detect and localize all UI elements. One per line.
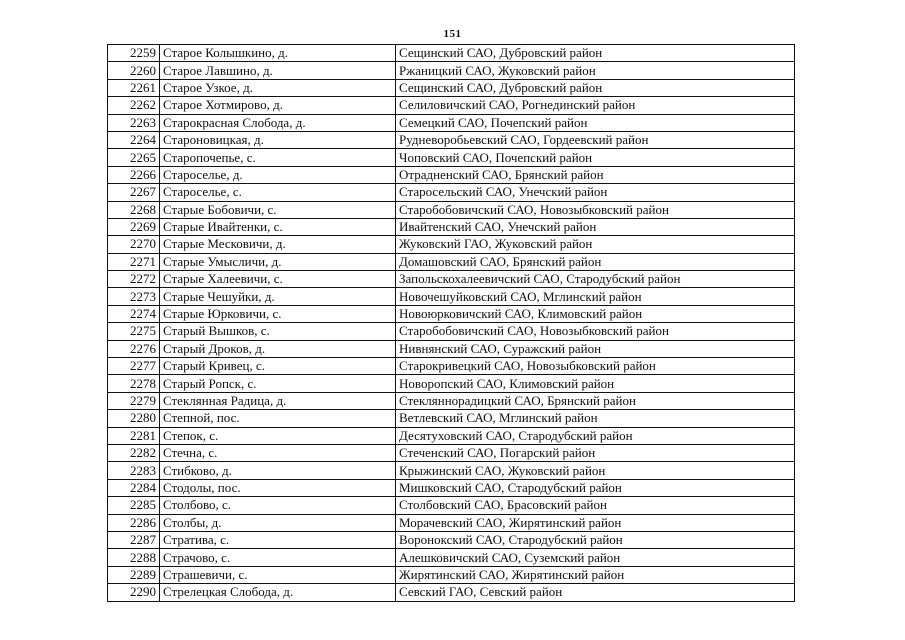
table-row [108,584,795,601]
row-number: 2282 [108,444,160,461]
row-number: 2273 [108,288,160,305]
settlement-name: Старое Хотмирово, д. [160,97,396,114]
table-row [108,114,795,131]
settlement-name: Старые Месковичи, д. [160,236,396,253]
administrative-area: Десятуховский САО, Стародубский район [396,427,795,444]
row-number: 2272 [108,271,160,288]
administrative-area: Алешковичский САО, Суземский район [396,549,795,566]
settlements-table [107,44,795,602]
row-number: 2288 [108,549,160,566]
administrative-area: Стеченский САО, Погарский район [396,444,795,461]
administrative-area: Сещинский САО, Дубровский район [396,45,795,62]
table-row [108,566,795,583]
table-row [108,462,795,479]
administrative-area: Нивнянский САО, Суражский район [396,340,795,357]
row-number: 2270 [108,236,160,253]
settlements-table-body [108,45,795,602]
row-number: 2274 [108,305,160,322]
table-row [108,410,795,427]
settlement-name: Староселье, с. [160,184,396,201]
table-row [108,305,795,322]
settlement-name: Старые Халеевичи, с. [160,271,396,288]
administrative-area: Новочешуйковский САО, Мглинский район [396,288,795,305]
settlement-name: Стратива, с. [160,531,396,548]
table-row [108,531,795,548]
administrative-area: Рудневоробьевский САО, Гордеевский район [396,131,795,148]
settlement-name: Старый Дроков, д. [160,340,396,357]
table-row [108,427,795,444]
row-number: 2265 [108,149,160,166]
row-number: 2287 [108,531,160,548]
settlement-name: Стодолы, пос. [160,479,396,496]
row-number: 2275 [108,323,160,340]
settlement-name: Стибково, д. [160,462,396,479]
row-number: 2279 [108,392,160,409]
table-row [108,288,795,305]
administrative-area: Крыжинский САО, Жуковский район [396,462,795,479]
row-number: 2264 [108,131,160,148]
administrative-area: Жуковский ГАО, Жуковский район [396,236,795,253]
row-number: 2269 [108,218,160,235]
settlement-name: Старый Кривец, с. [160,358,396,375]
table-row [108,340,795,357]
settlement-name: Старый Вышков, с. [160,323,396,340]
settlement-name: Старое Лавшино, д. [160,62,396,79]
settlement-name: Старые Юрковичи, с. [160,305,396,322]
table-row [108,444,795,461]
settlement-name: Столбы, д. [160,514,396,531]
table-row [108,375,795,392]
administrative-area: Мишковский САО, Стародубский район [396,479,795,496]
table-row [108,45,795,62]
row-number: 2266 [108,166,160,183]
settlement-name: Старое Узкое, д. [160,79,396,96]
row-number: 2276 [108,340,160,357]
administrative-area: Ветлевский САО, Мглинский район [396,410,795,427]
settlement-name: Старопочепье, с. [160,149,396,166]
row-number: 2281 [108,427,160,444]
administrative-area: Стекляннорадицкий САО, Брянский район [396,392,795,409]
administrative-area: Отрадненский САО, Брянский район [396,166,795,183]
settlement-name: Столбово, с. [160,497,396,514]
row-number: 2284 [108,479,160,496]
row-number: 2283 [108,462,160,479]
table-row [108,166,795,183]
administrative-area: Новоропский САО, Климовский район [396,375,795,392]
settlement-name: Старые Чешуйки, д. [160,288,396,305]
administrative-area: Морачевский САО, Жирятинский район [396,514,795,531]
settlement-name: Стрелецкая Слобода, д. [160,584,396,601]
row-number: 2267 [108,184,160,201]
row-number: 2271 [108,253,160,270]
table-row [108,358,795,375]
settlement-name: Старое Колышкино, д. [160,45,396,62]
administrative-area: Севский ГАО, Севский район [396,584,795,601]
settlement-name: Староновицкая, д. [160,131,396,148]
settlement-name: Старый Ропск, с. [160,375,396,392]
administrative-area: Старосельский САО, Унечский район [396,184,795,201]
administrative-area: Жирятинский САО, Жирятинский район [396,566,795,583]
row-number: 2263 [108,114,160,131]
settlement-name: Староселье, д. [160,166,396,183]
settlement-name: Степок, с. [160,427,396,444]
table-row [108,79,795,96]
settlement-name: Старые Умысличи, д. [160,253,396,270]
table-row [108,201,795,218]
table-row [108,392,795,409]
administrative-area: Новоюрковичский САО, Климовский район [396,305,795,322]
row-number: 2260 [108,62,160,79]
table-row [108,479,795,496]
administrative-area: Старобобовичский САО, Новозыбковский район [396,323,795,340]
table-row [108,271,795,288]
table-row [108,97,795,114]
table-row [108,149,795,166]
table-row [108,253,795,270]
settlement-name: Степной, пос. [160,410,396,427]
settlement-name: Стечна, с. [160,444,396,461]
administrative-area: Селиловичский САО, Рогнединский район [396,97,795,114]
table-row [108,218,795,235]
row-number: 2261 [108,79,160,96]
table-row [108,184,795,201]
administrative-area: Старобобовичский САО, Новозыбковский район [396,201,795,218]
administrative-area: Старокривецкий САО, Новозыбковский район [396,358,795,375]
administrative-area: Сещинский САО, Дубровский район [396,79,795,96]
settlement-name: Старые Ивайтенки, с. [160,218,396,235]
table-row [108,549,795,566]
row-number: 2277 [108,358,160,375]
row-number: 2268 [108,201,160,218]
table-row [108,131,795,148]
settlement-name: Страшевичи, с. [160,566,396,583]
settlement-name: Старые Бобовичи, с. [160,201,396,218]
administrative-area: Чоповский САО, Почепский район [396,149,795,166]
settlement-name: Стеклянная Радица, д. [160,392,396,409]
row-number: 2286 [108,514,160,531]
settlement-name: Старокрасная Слобода, д. [160,114,396,131]
administrative-area: Воронокский САО, Стародубский район [396,531,795,548]
table-row [108,514,795,531]
administrative-area: Ржаницкий САО, Жуковский район [396,62,795,79]
table-row [108,236,795,253]
row-number: 2280 [108,410,160,427]
row-number: 2259 [108,45,160,62]
row-number: 2262 [108,97,160,114]
administrative-area: Запольскохалеевичский САО, Стародубский район [396,271,795,288]
administrative-area: Домашовский САО, Брянский район [396,253,795,270]
row-number: 2285 [108,497,160,514]
administrative-area: Ивайтенский САО, Унечский район [396,218,795,235]
administrative-area: Семецкий САО, Почепский район [396,114,795,131]
row-number: 2278 [108,375,160,392]
table-row [108,323,795,340]
table-row [108,497,795,514]
page-number: 151 [443,28,462,40]
row-number: 2290 [108,584,160,601]
administrative-area: Столбовский САО, Брасовский район [396,497,795,514]
settlement-name: Страчово, с. [160,549,396,566]
row-number: 2289 [108,566,160,583]
table-row [108,62,795,79]
